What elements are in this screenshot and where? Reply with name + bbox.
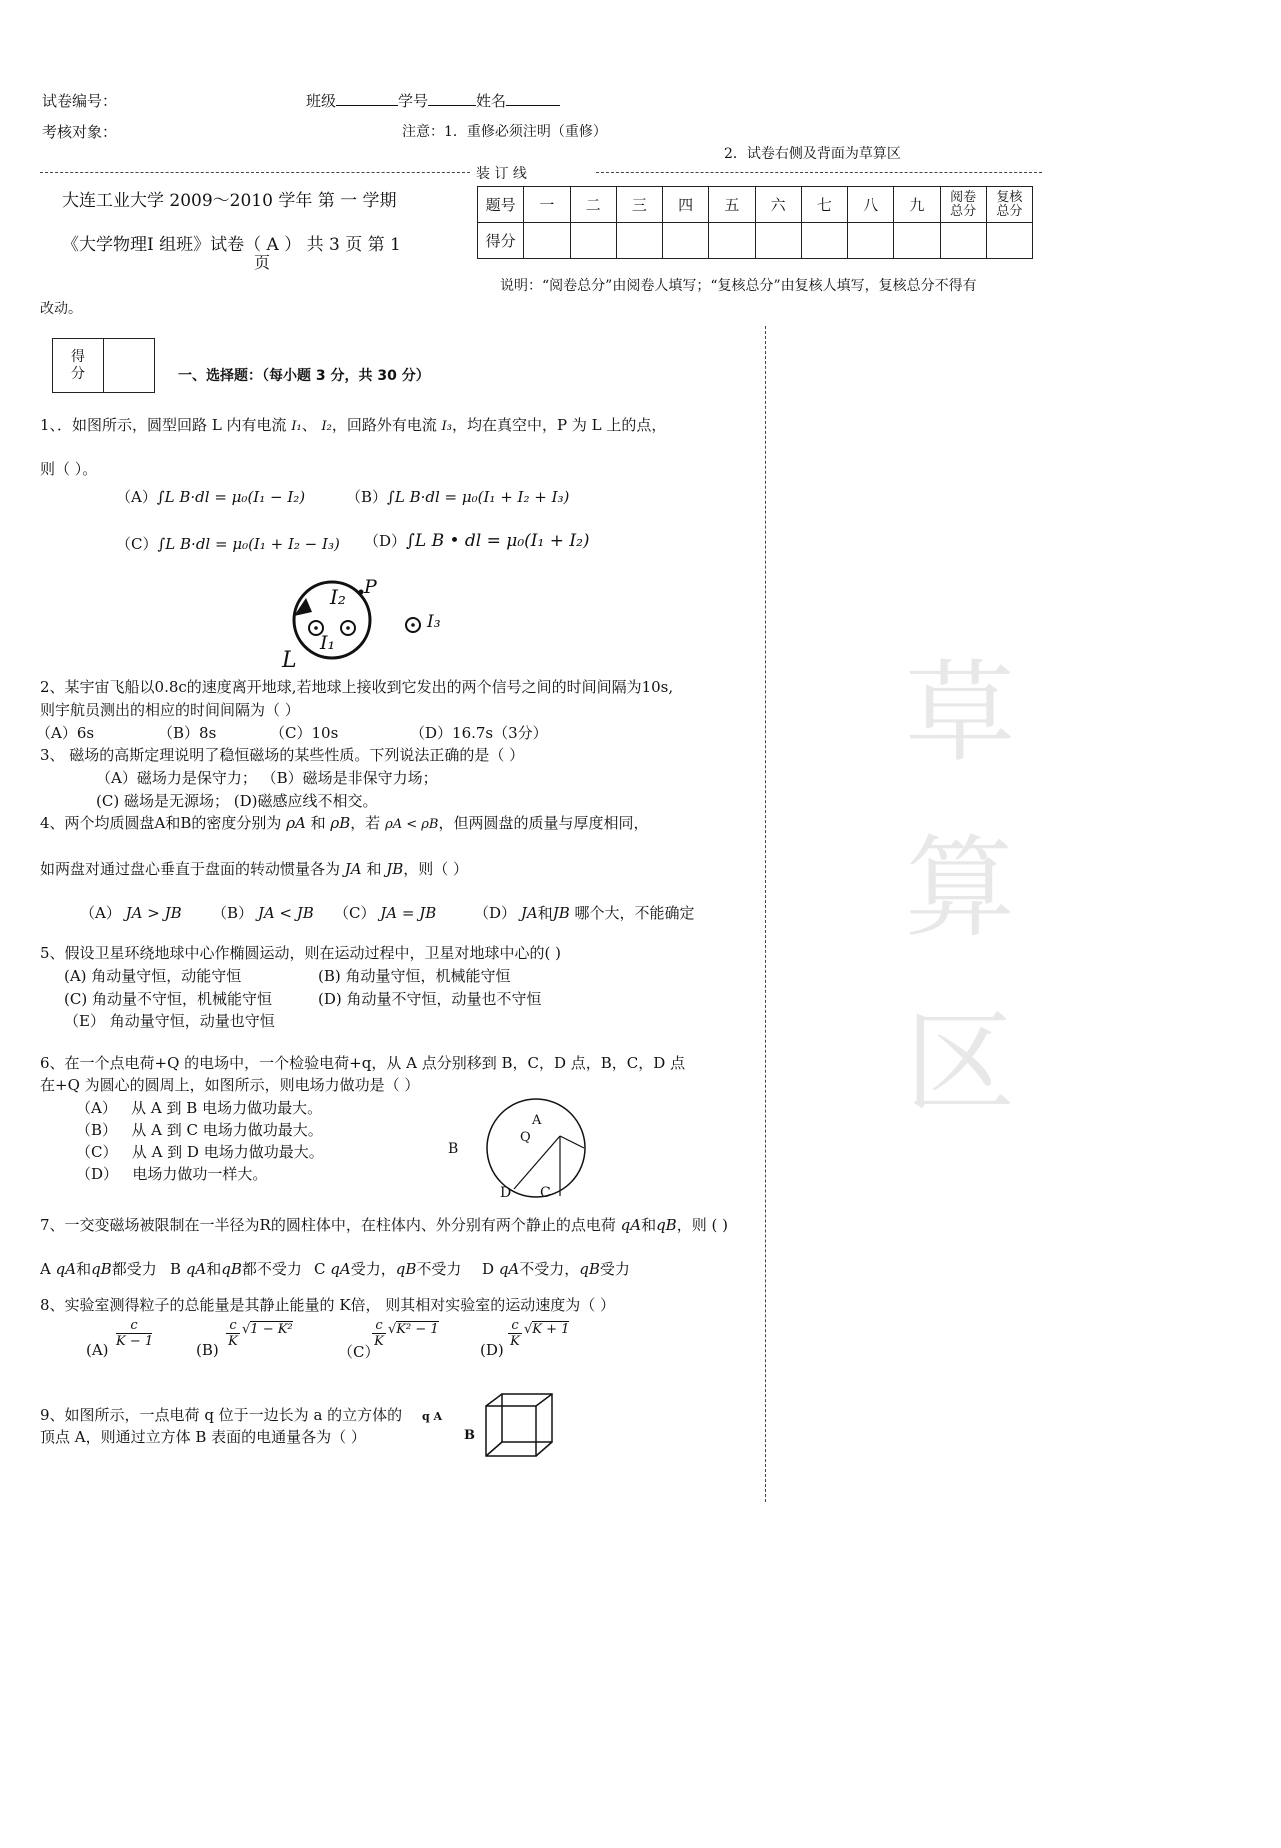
option-label: （D） [474, 904, 517, 922]
q4-formula-a: JA > JB [125, 904, 182, 922]
q1-i2: I₂ [321, 419, 332, 434]
q5-option-b[interactable]: (B) 角动量守恒，机械能守恒 [318, 967, 511, 985]
q8-option-b-fraction [226, 1318, 240, 1349]
q3-options-ab[interactable]: （A）磁场力是保守力； （B）磁场是非保守力场； [96, 769, 438, 787]
score-table [477, 186, 1033, 259]
score-cell[interactable] [940, 223, 986, 259]
q1-option-d[interactable] [364, 530, 590, 551]
q4-formula-c: JA = JB [380, 904, 437, 922]
q4-rho-a: ρA [286, 814, 306, 832]
q1-formula-d: ∫L B • dl = μ₀(I₁ + I₂) [406, 531, 590, 551]
student-info-fields [306, 90, 560, 111]
score-cell[interactable] [986, 223, 1032, 259]
fig-label-i2: I₂ [330, 585, 346, 609]
q7-qa: qA [185, 1260, 207, 1278]
q1-i1: I₁ [291, 419, 302, 434]
score-cell[interactable] [663, 223, 709, 259]
q7-qb: qB [91, 1260, 112, 1278]
score-col-3: 三 [616, 187, 662, 223]
option-label: （D） [76, 1165, 119, 1183]
q8-stem: 8、实验室测得粒子的总能量是其静止能量的 K倍， 则其相对实验室的运动速度为（ ） [40, 1296, 616, 1314]
frac-den: K [372, 1333, 386, 1349]
q5-option-e[interactable]: （E） 角动量守恒，动量也守恒 [64, 1012, 275, 1030]
option-label: （B） [212, 904, 254, 922]
q7-qb: qB [579, 1260, 600, 1278]
q5-option-c[interactable]: (C) 角动量不守恒，机械能守恒 [64, 990, 272, 1008]
score-col-7: 七 [801, 187, 847, 223]
radicand: 1 − K² [250, 1322, 293, 1337]
score-col-8: 八 [848, 187, 894, 223]
q4-text: ，则（ ） [403, 860, 469, 878]
draft-area-divider [765, 326, 766, 1502]
name-blank[interactable] [506, 91, 560, 106]
q7-qb: qB [395, 1260, 417, 1278]
fig-label-d: D [500, 1185, 512, 1201]
option-label: （B） [76, 1121, 118, 1139]
note-1: 注意：1．重修必须注明（重修） [402, 124, 607, 140]
q8-option-a-label[interactable]: (A) [86, 1341, 109, 1359]
q2-option-c[interactable]: （C）10s [270, 724, 339, 742]
q8-option-a-fraction [116, 1318, 152, 1349]
q7-qb: qB [656, 1216, 677, 1234]
option-label: （C） [116, 535, 158, 553]
instruction-line: 说明：“阅卷总分”由阅卷人填写；“复核总分”由复核人填写，复核总分不得有 [500, 278, 977, 294]
q1-i3: I₃ [441, 419, 452, 434]
q8-option-c-radical: √K² − 1 [388, 1322, 439, 1337]
score-cell[interactable] [570, 223, 616, 259]
binding-line-left [40, 172, 470, 173]
current-dot [411, 623, 415, 627]
option-label: （A） [116, 488, 157, 506]
current-dot [346, 626, 350, 630]
q4-ja: JA [344, 860, 362, 878]
section-1-title: 一、选择题：（每小题 3 分，共 30 分） [178, 368, 430, 384]
option-label: C [314, 1260, 326, 1278]
q4-option-a[interactable] [80, 902, 182, 923]
point-p-dot [359, 590, 364, 595]
option-text: 从 A 到 C 电场力做功最大。 [131, 1121, 323, 1139]
q1-formula-c: ∫L B·dl = μ₀(I₁ + I₂ − I₃) [157, 535, 340, 553]
q8-option-d-fraction [508, 1318, 522, 1349]
score-cell[interactable] [848, 223, 894, 259]
q1-sep: 、 [301, 416, 317, 434]
school-term-line: 大连工业大学 2009～2010 学年 第 一 学期 [62, 191, 397, 211]
score-cell[interactable] [616, 223, 662, 259]
option-label: （A） [80, 904, 121, 922]
fig-label-i1: I₁ [320, 632, 336, 654]
q1-option-b[interactable] [346, 486, 569, 507]
q6-option-a[interactable] [76, 1097, 322, 1118]
q1-stem [40, 414, 666, 435]
option-label: （C） [334, 904, 376, 922]
q8-option-d-label[interactable]: (D) [480, 1341, 504, 1359]
frac-den: K − 1 [116, 1334, 154, 1349]
frac-num: c [130, 1318, 138, 1333]
q7-text: ，则 ( ) [676, 1216, 728, 1234]
fig-label-qa: q A [422, 1410, 443, 1423]
q1-option-c[interactable] [116, 533, 340, 554]
q9-cube-figure [484, 1392, 556, 1458]
q4-ja: JA [520, 904, 538, 922]
q2-option-a[interactable]: （A）6s [36, 724, 95, 742]
score-col-1: 一 [524, 187, 570, 223]
score-col-4: 四 [663, 187, 709, 223]
q4-option-d-text: 哪个大，不能确定 [574, 904, 695, 922]
q8-option-c-label[interactable]: （C） [338, 1343, 380, 1361]
q8-option-b-radical: √1 − K² [242, 1322, 293, 1337]
q7-qa: qA [330, 1260, 351, 1278]
q1-formula-a: ∫L B·dl = μ₀(I₁ − I₂) [156, 488, 306, 506]
target-label: 考核对象： [42, 123, 118, 141]
score-row-label: 得分 [478, 223, 524, 259]
option-text: 不受力， [519, 1260, 580, 1278]
q4-and: 和 [537, 904, 553, 922]
fig-label-q: Q [520, 1130, 531, 1145]
q7-and: 和 [206, 1260, 222, 1278]
path-q-to-a [560, 1136, 584, 1148]
q3-stem: 3、 磁场的高斯定理说明了稳恒磁场的某些性质。下列说法正确的是（ ） [40, 746, 525, 764]
q6-stem-2: 在+Q 为圆心的圆周上，如图所示，则电场力做功是（ ） [40, 1076, 420, 1094]
student-id-label: 学号 [398, 92, 429, 110]
watermark-char: 算 [905, 824, 1015, 952]
q9-stem: 9、如图所示，一点电荷 q 位于一边长为 a 的立方体的 [40, 1406, 403, 1424]
q1-text: 1、．如图所示，圆型回路 L 内有电流 [40, 416, 287, 434]
option-label: （B） [346, 488, 388, 506]
q4-formula-b: JA < JB [257, 904, 314, 922]
q7-option-b[interactable] [170, 1258, 302, 1279]
q6-option-b[interactable] [76, 1119, 323, 1140]
score-col-5: 五 [709, 187, 755, 223]
q3-options-cd[interactable]: (C) 磁场是无源场； (D)磁感应线不相交。 [96, 792, 378, 810]
class-blank[interactable] [336, 91, 398, 106]
q4-and: 和 [366, 860, 382, 878]
option-text: 从 A 到 D 电场力做功最大。 [131, 1143, 324, 1161]
q4-stem [40, 812, 648, 833]
note-2: 2．试卷右侧及背面为草算区 [724, 146, 901, 162]
q7-option-d[interactable] [482, 1258, 630, 1279]
fig-label-i3: I₃ [427, 612, 441, 632]
q4-stem-2 [40, 858, 468, 879]
q4-option-c[interactable] [334, 902, 436, 923]
score-col-recheck-total: 复核 总分 [986, 187, 1032, 223]
student-id-blank[interactable] [428, 91, 476, 106]
radicand: K² − 1 [396, 1322, 439, 1337]
current-dot [314, 626, 318, 630]
q4-and: 和 [310, 814, 326, 832]
q5-option-d[interactable]: (D) 角动量不守恒，动量也不守恒 [318, 990, 542, 1008]
section-score-label: 得 分 [53, 339, 104, 393]
score-col-reviewer-total: 阅卷 总分 [940, 187, 986, 223]
q7-qa: qA [620, 1216, 642, 1234]
q7-qa: qA [498, 1260, 520, 1278]
frac-den: K [226, 1333, 240, 1349]
option-text: 受力 [599, 1260, 630, 1278]
q1-option-a[interactable] [116, 486, 305, 507]
q7-option-a[interactable] [40, 1258, 157, 1279]
q6-option-d[interactable] [76, 1163, 267, 1184]
q7-stem [40, 1214, 728, 1235]
instruction-line-2: 改动。 [40, 301, 82, 317]
score-cell[interactable] [894, 223, 940, 259]
q2-option-d[interactable]: （D）16.7s（3分） [410, 724, 548, 742]
option-label: A [40, 1260, 51, 1278]
option-text: 都受力 [111, 1260, 157, 1278]
frac-num: c [375, 1318, 383, 1333]
q7-and: 和 [641, 1216, 657, 1234]
q4-rho-b: ρB [330, 814, 351, 832]
binding-line-right [596, 172, 1042, 173]
section-score-box [52, 338, 155, 393]
score-cell[interactable] [755, 223, 801, 259]
option-text: 从 A 到 B 电场力做功最大。 [131, 1099, 323, 1117]
q2-stem: 2、某宇宙飞船以0.8c的速度离开地球,若地球上接收到它发出的两个信号之间的时间间隔为10s, [40, 678, 674, 696]
score-cell[interactable] [709, 223, 755, 259]
cube-edge [486, 1442, 502, 1456]
fig-label-p: P [364, 576, 377, 598]
q9-stem-2: 顶点 A，则通过立方体 B 表面的电通量各为（ ） [40, 1428, 366, 1446]
option-label: （C） [76, 1143, 118, 1161]
score-cell[interactable] [801, 223, 847, 259]
option-text: 不受力 [416, 1260, 462, 1278]
q4-text: ，若 [350, 814, 381, 832]
q7-qb: qB [221, 1260, 242, 1278]
score-col-9: 九 [894, 187, 940, 223]
q1-text: ，回路外有电流 [331, 416, 437, 434]
cube-back-face [502, 1394, 552, 1442]
q8-option-c-fraction [372, 1318, 386, 1349]
fig-label-l: L [282, 648, 297, 673]
frac-num: c [511, 1318, 519, 1333]
cube-edge [536, 1442, 552, 1456]
q7-option-c[interactable] [314, 1258, 461, 1279]
q4-text: 4、两个均质圆盘A和B的密度分别为 [40, 814, 282, 832]
frac-num: c [229, 1318, 237, 1333]
radicand: K + 1 [532, 1322, 570, 1337]
option-text: 都不受力 [241, 1260, 302, 1278]
class-label: 班级 [306, 92, 337, 110]
q1-answer-prompt: 则（ ）。 [40, 460, 98, 478]
watermark-char: 区 [905, 999, 1015, 1127]
option-label: （A） [76, 1099, 117, 1117]
binding-line-label: 装 订 线 [476, 166, 527, 182]
q1-formula-b: ∫L B·dl = μ₀(I₁ + I₂ + I₃) [387, 488, 570, 506]
q2-option-b[interactable]: （B）8s [158, 724, 217, 742]
score-col-6: 六 [755, 187, 801, 223]
fig-label-b: B [448, 1141, 459, 1157]
q5-stem: 5、假设卫星环绕地球中心作椭圆运动，则在运动过程中，卫星对地球中心的( ) [40, 944, 562, 962]
q8-option-b-label[interactable]: (B) [196, 1341, 219, 1359]
fig-label-a: A [532, 1113, 542, 1128]
cube-edge [536, 1394, 552, 1406]
name-label: 姓名 [476, 92, 507, 110]
option-label: （D） [364, 532, 407, 550]
q4-text: ，但两圆盘的质量与厚度相同， [438, 814, 649, 832]
fig-label-b: B [464, 1428, 475, 1443]
q4-condition: ρA < ρB [385, 817, 439, 832]
cube-edge [486, 1394, 502, 1406]
paper-title-line-2: 页 [254, 253, 271, 272]
q7-qa: qA [55, 1260, 77, 1278]
q7-text: 7、一交变磁场被限制在一半径为R的圆柱体中，在柱体内、外分别有两个静止的点电荷 [40, 1216, 616, 1234]
score-cell[interactable] [524, 223, 570, 259]
watermark-char: 草 [905, 649, 1015, 777]
frac-den: K [508, 1333, 522, 1349]
score-col-2: 二 [570, 187, 616, 223]
paper-number-label: 试卷编号： [42, 92, 118, 110]
q2-stem-2: 则宇航员测出的相应的时间间隔为（ ） [40, 701, 300, 719]
q4-jb: JB [386, 860, 404, 878]
section-score-cell[interactable] [104, 339, 155, 393]
score-table-head: 题号 [478, 187, 524, 223]
q8-option-d-radical: √K + 1 [524, 1322, 570, 1337]
q4-jb: JB [552, 904, 570, 922]
q4-option-d[interactable] [474, 902, 695, 923]
option-label: B [170, 1260, 182, 1278]
option-label: D [482, 1260, 495, 1278]
q6-option-c[interactable] [76, 1141, 324, 1162]
q5-option-a[interactable]: (A) 角动量守恒，动能守恒 [64, 967, 242, 985]
q1-text: ，均在真空中，P 为 L 上的点， [452, 416, 667, 434]
q6-stem: 6、在一个点电荷+Q 的电场中，一个检验电荷+q，从 A 点分别移到 B，C，D 点，B，C，D 点 [40, 1054, 686, 1072]
q4-option-b[interactable] [212, 902, 314, 923]
paper-title-line: 《大学物理Ⅰ 组班》试卷（ A ） 共 3 页 第 1 [62, 235, 401, 255]
q4-text: 如两盘对通过盘心垂直于盘面的转动惯量各为 [40, 860, 341, 878]
option-text: 电场力做功一样大。 [132, 1165, 268, 1183]
option-text: 受力， [350, 1260, 396, 1278]
q7-and: 和 [76, 1260, 92, 1278]
fig-label-c: C [540, 1185, 551, 1201]
